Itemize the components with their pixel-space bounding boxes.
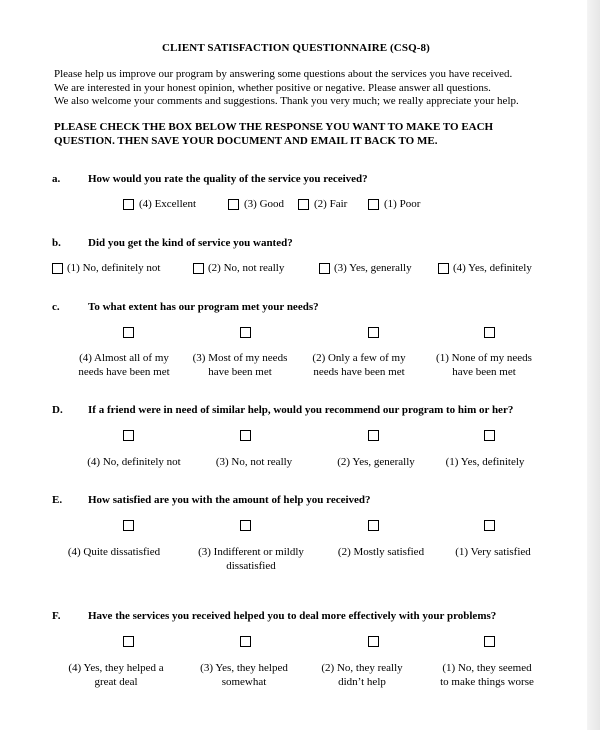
question-f-option-3 [291, 662, 433, 689]
question-d-option-2 [183, 456, 325, 470]
option-line-2: to make things worse [440, 675, 534, 688]
question-a-checkbox-1[interactable] [123, 199, 134, 210]
question-f-option-4 [416, 662, 558, 689]
question-f-checkbox-1[interactable] [123, 636, 134, 647]
question-d-checkbox-2[interactable] [240, 430, 251, 441]
option-line-2: dissatisfied [226, 559, 276, 572]
question-f-option-1 [45, 662, 187, 689]
option-line-1: (1) Yes, definitely [445, 456, 525, 468]
question-b-text: Did you get the kind of service you wanted? [88, 237, 293, 249]
intro-paragraph [54, 68, 519, 109]
question-a-checkbox-3[interactable] [298, 199, 309, 210]
question-a-option-4: (1) Poor [384, 198, 421, 210]
question-d-text: If a friend were in need of similar help, would you recommend our program to him or her? [88, 404, 514, 416]
question-f-checkbox-3[interactable] [368, 636, 379, 647]
question-e-checkbox-1[interactable] [123, 520, 134, 531]
option-line-1: (3) Most of my needs [192, 352, 288, 364]
question-b-option-1: (1) No, definitely not [67, 262, 161, 274]
option-line-1: (4) No, definitely not [87, 456, 181, 468]
question-d-checkbox-1[interactable] [123, 430, 134, 441]
question-f-checkbox-4[interactable] [484, 636, 495, 647]
question-b-option-2: (2) No, not really [208, 262, 285, 274]
question-f-text: Have the services you received helped you to deal more effectively with your problems? [88, 610, 497, 622]
question-e-letter: E. [52, 494, 63, 506]
question-e-text: How satisfied are you with the amount of help you received? [88, 494, 371, 506]
option-line-1: (2) Yes, generally [337, 456, 415, 468]
question-c-option-4 [413, 352, 555, 379]
option-line-2: have been met [208, 365, 272, 378]
option-line-1: (1) None of my needs [436, 352, 532, 364]
option-line-1: (1) Very satisfied [455, 546, 531, 558]
instructions [54, 121, 493, 148]
page-edge-shadow [587, 0, 600, 730]
option-line-1: (3) Yes, they helped [200, 662, 288, 674]
intro-line: We also welcome your comments and suggestions. Thank you very much; we really appreciate your help. [54, 95, 519, 107]
question-b-checkbox-1[interactable] [52, 263, 63, 274]
question-b-checkbox-4[interactable] [438, 263, 449, 274]
question-a-text: How would you rate the quality of the service you received? [88, 173, 368, 185]
question-a-checkbox-2[interactable] [228, 199, 239, 210]
question-f-letter: F. [52, 610, 61, 622]
question-e-option-4 [422, 546, 564, 560]
option-line-1: (3) No, not really [215, 456, 293, 468]
option-line-1: (1) No, they seemed [442, 662, 532, 674]
option-line-1: (4) Yes, they helped a [68, 662, 164, 674]
question-a-checkbox-4[interactable] [368, 199, 379, 210]
question-e-checkbox-3[interactable] [368, 520, 379, 531]
question-d-option-4 [414, 456, 556, 470]
question-c-option-3 [288, 352, 430, 379]
question-e-option-1 [43, 546, 185, 560]
option-line-1: (3) Indifferent or mildly [198, 546, 304, 558]
option-line-2: needs have been met [78, 365, 170, 378]
question-d-checkbox-3[interactable] [368, 430, 379, 441]
option-line-1: (4) Almost all of my [79, 352, 169, 364]
question-f-checkbox-2[interactable] [240, 636, 251, 647]
option-line-2: have been met [452, 365, 516, 378]
question-c-text: To what extent has our program met your needs? [88, 301, 319, 313]
option-line-2: didn’t help [338, 675, 386, 688]
question-d-letter: D. [52, 404, 63, 416]
instruction-line: PLEASE CHECK THE BOX BELOW THE RESPONSE YOU WANT TO MAKE TO EACH [54, 121, 494, 133]
option-line-1: (2) Only a few of my [312, 352, 406, 364]
question-b-option-3: (3) Yes, generally [334, 262, 412, 274]
question-c-checkbox-1[interactable] [123, 327, 134, 338]
option-line-1: (4) Quite dissatisfied [67, 546, 161, 558]
option-line-1: (2) Mostly satisfied [337, 546, 425, 558]
question-d-checkbox-4[interactable] [484, 430, 495, 441]
intro-line: Please help us improve our program by answering some questions about the services you have received. [54, 68, 513, 80]
question-e-checkbox-2[interactable] [240, 520, 251, 531]
question-a-letter: a. [52, 173, 61, 185]
question-c-checkbox-4[interactable] [484, 327, 495, 338]
question-b-option-4: (4) Yes, definitely [453, 262, 532, 274]
instruction-line: QUESTION. THEN SAVE YOUR DOCUMENT AND EMAIL IT BACK TO ME. [54, 134, 438, 147]
question-b-checkbox-2[interactable] [193, 263, 204, 274]
option-line-1: (2) No, they really [321, 662, 403, 674]
option-line-2: needs have been met [313, 365, 405, 378]
question-e-option-2 [180, 546, 322, 573]
intro-line: We are interested in your honest opinion, whether positive or negative. Please answer all questions. [54, 81, 491, 94]
question-e-checkbox-4[interactable] [484, 520, 495, 531]
question-a-option-1: (4) Excellent [139, 198, 197, 210]
question-b-checkbox-3[interactable] [319, 263, 330, 274]
questionnaire-title: CLIENT SATISFACTION QUESTIONNAIRE (CSQ-8) [162, 42, 430, 54]
option-line-2: somewhat [221, 675, 267, 688]
question-c-letter: c. [52, 301, 60, 313]
question-a-option-2: (3) Good [244, 198, 285, 210]
question-b-letter: b. [52, 237, 61, 249]
question-c-checkbox-2[interactable] [240, 327, 251, 338]
question-a-option-3: (2) Fair [314, 198, 348, 210]
question-c-checkbox-3[interactable] [368, 327, 379, 338]
option-line-2: great deal [94, 675, 138, 688]
